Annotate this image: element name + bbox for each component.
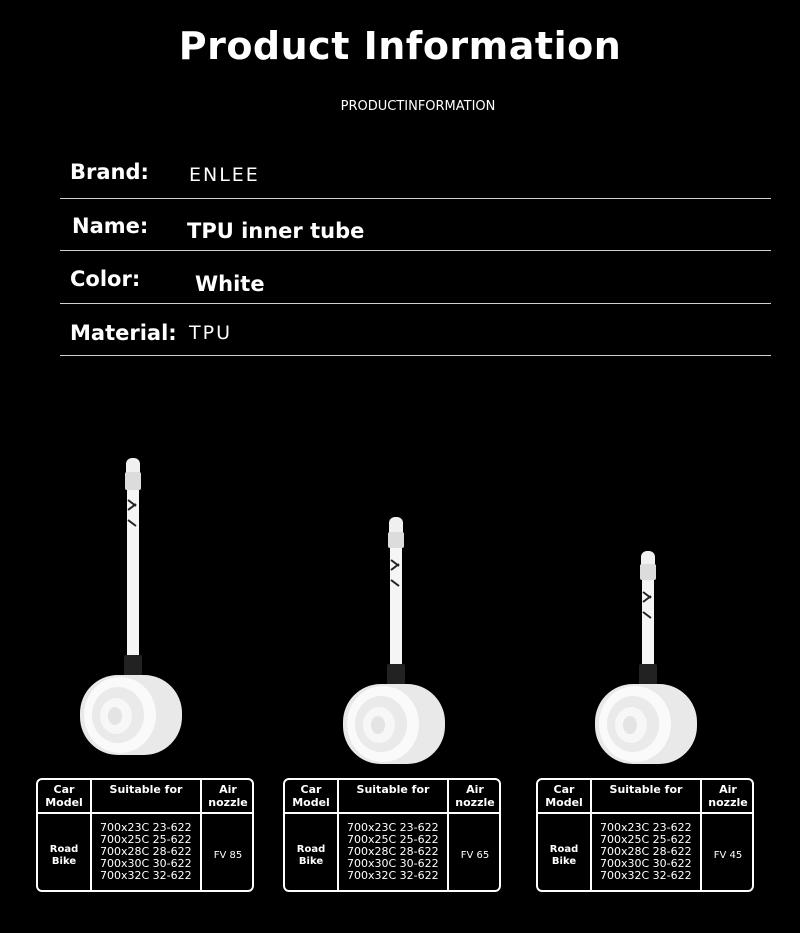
header-car-model: Car Model xyxy=(545,783,583,809)
cell-sizes: 700x23C 23-622 700x25C 25-622 700x28C 28-622 700x30C 30-622 700x32C 32-622 xyxy=(100,821,192,882)
cell-car-model: Road Bike xyxy=(549,844,579,867)
header-air-nozzle: Air nozzle xyxy=(708,783,748,809)
spec-label-material: Material: xyxy=(70,321,177,345)
spec-table-fv45 xyxy=(536,778,754,892)
cell-air-nozzle: FV 85 xyxy=(213,850,243,861)
cell-car-model: Road Bike xyxy=(49,844,79,867)
spec-value-name: TPU inner tube xyxy=(187,219,365,243)
spec-value-color: White xyxy=(195,272,265,296)
spec-value-brand: ENLEE xyxy=(189,164,260,186)
header-suitable-for: Suitable for xyxy=(609,783,683,796)
header-car-model: Car Model xyxy=(45,783,83,809)
page-title: Product Information xyxy=(178,24,622,68)
header-suitable-for: Suitable for xyxy=(356,783,430,796)
tpu-tube-85-image xyxy=(70,450,195,765)
cell-car-model: Road Bike xyxy=(296,844,326,867)
header-car-model: Car Model xyxy=(292,783,330,809)
cell-sizes: 700x23C 23-622 700x25C 25-622 700x28C 28-622 700x30C 30-622 700x32C 32-622 xyxy=(600,821,692,882)
tpu-tube-65-image xyxy=(333,512,458,772)
cell-air-nozzle: FV 65 xyxy=(460,850,490,861)
spec-label-color: Color: xyxy=(70,267,141,291)
tpu-tube-45-image xyxy=(585,546,710,771)
header-air-nozzle: Air nozzle xyxy=(208,783,248,809)
spec-row-brand xyxy=(60,146,771,199)
header-suitable-for: Suitable for xyxy=(109,783,183,796)
spec-label-name: Name: xyxy=(72,214,149,238)
spec-table-fv85 xyxy=(36,778,254,892)
page-subtitle: PRODUCTINFORMATION xyxy=(340,99,496,114)
spec-table-fv65 xyxy=(283,778,501,892)
spec-row-color xyxy=(60,251,771,304)
spec-row-material xyxy=(60,303,771,356)
cell-sizes: 700x23C 23-622 700x25C 25-622 700x28C 28-622 700x30C 30-622 700x32C 32-622 xyxy=(347,821,439,882)
spec-row-name xyxy=(60,198,771,251)
spec-label-brand: Brand: xyxy=(70,160,149,184)
cell-air-nozzle: FV 45 xyxy=(713,850,743,861)
spec-value-material: TPU xyxy=(189,322,232,344)
header-air-nozzle: Air nozzle xyxy=(455,783,495,809)
